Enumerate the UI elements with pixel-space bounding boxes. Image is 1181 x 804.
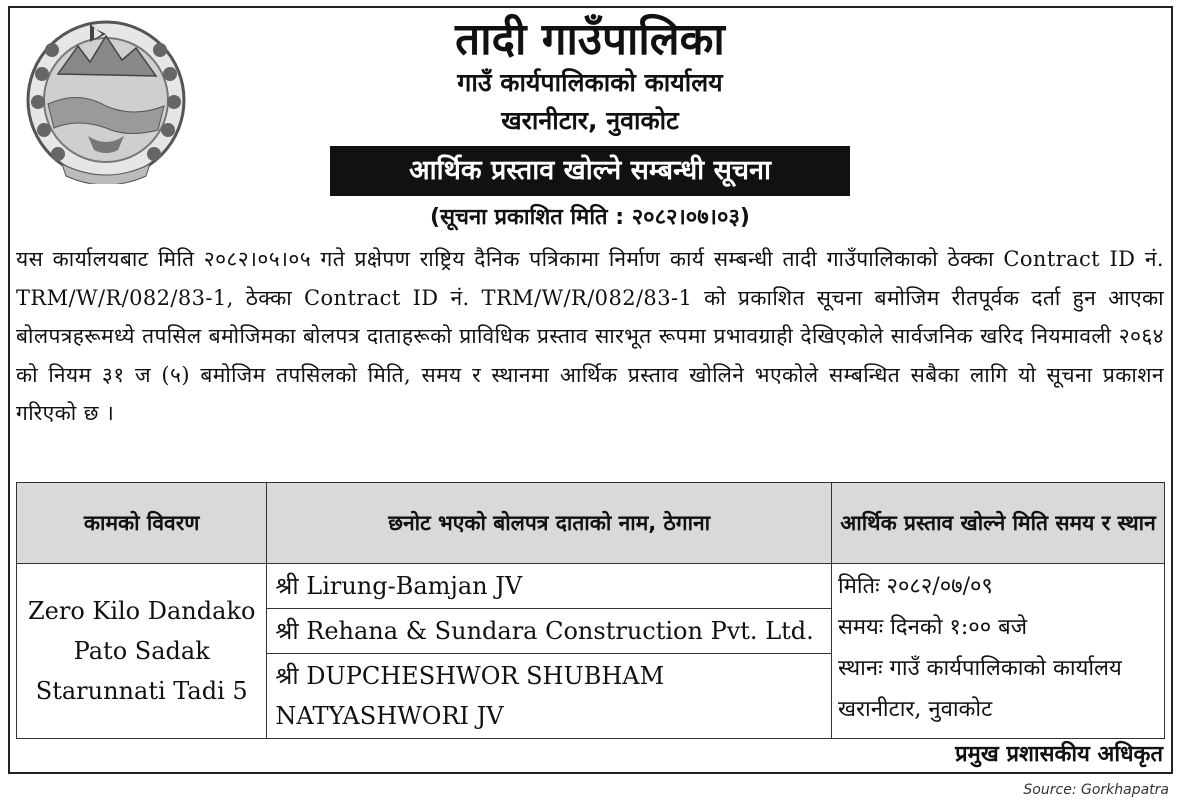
opening-details xyxy=(832,564,1165,739)
bidder-list xyxy=(267,564,832,739)
notice-title: आर्थिक प्रस्ताव खोल्ने सम्बन्धी सूचना xyxy=(330,146,850,196)
office-name: तादी गाउँपालिका xyxy=(455,14,725,65)
published-date: (सूचना प्रकाशित मिति : २०८२।०७।०३) xyxy=(430,205,750,230)
bidder-item: श्री DUPCHESHWOR SHUBHAM NATYASHWORI JV xyxy=(275,662,665,730)
source-credit: Source: Gorkhapatra xyxy=(1023,782,1169,798)
table-header-row xyxy=(17,483,1165,564)
notice-body: यस कार्यालयबाट मिति २०८२।०५।०५ गते प्रक्षेपण राष्ट्रिय दैनिक पत्रिकामा निर्माण कार्य सम्बन्धी तादी गाउँपालिकाको ठेक्का Contract ID नं. TRM/W/R/082/83-1, ठेक्का Contract ID नं. TRM/W/R/082/83-1 को प्रकाशित सूचना बमोजिम रीतपूर्वक दर्ता हुन आएका बोलपत्रहरूमध्ये तपसिल बमोजिमका बोलपत्र दाताहरूको प्राविधिक प्रस्ताव सारभूत रूपमा प्रभावग्राही देखिएकोले सार्वजनिक खरिद नियमावली २०६४ को नियम ३१ ज (५) बमोजिम तपसिलको मिति, समय र स्थानमा आर्थिक प्रस्ताव खोलिने भएकोले सम्बन्धित सबैका लागि यो सूचना प्रकाशन गरिएको छ । xyxy=(16,247,1164,425)
work-description: Zero Kilo Dandako Pato Sadak Starunnati Tadi 5 xyxy=(17,564,267,739)
bidder-item: श्री Rehana & Sundara Construction Pvt. Ltd. xyxy=(267,609,831,654)
nepal-government-emblem-icon xyxy=(18,14,194,184)
bidder-item: श्री Lirung-Bamjan JV xyxy=(267,564,831,609)
opening-place: स्थानः गाउँ कार्यपालिकाको कार्यालय खरानीटार, नुवाकोट xyxy=(838,656,1122,722)
header-opening-details: आर्थिक प्रस्ताव खोल्ने मिति समय र स्थान xyxy=(832,483,1165,564)
opening-time: समयः दिनको १:०० बजे xyxy=(838,615,1028,640)
header-selected-bidders: छनोट भएको बोलपत्र दाताको नाम, ठेगाना xyxy=(267,483,832,564)
office-subtitle: गाउँ कार्यपालिकाको कार्यालय xyxy=(457,68,723,97)
opening-date: मितिः २०८२/०७/०९ xyxy=(838,574,993,599)
signature-title: प्रमुख प्रशासकीय अधिकृत xyxy=(955,742,1163,767)
header-work-description: कामको विवरण xyxy=(17,483,267,564)
bids-table xyxy=(16,482,1165,739)
table-row xyxy=(17,564,1165,739)
office-address: खरानीटार, नुवाकोट xyxy=(501,106,679,135)
